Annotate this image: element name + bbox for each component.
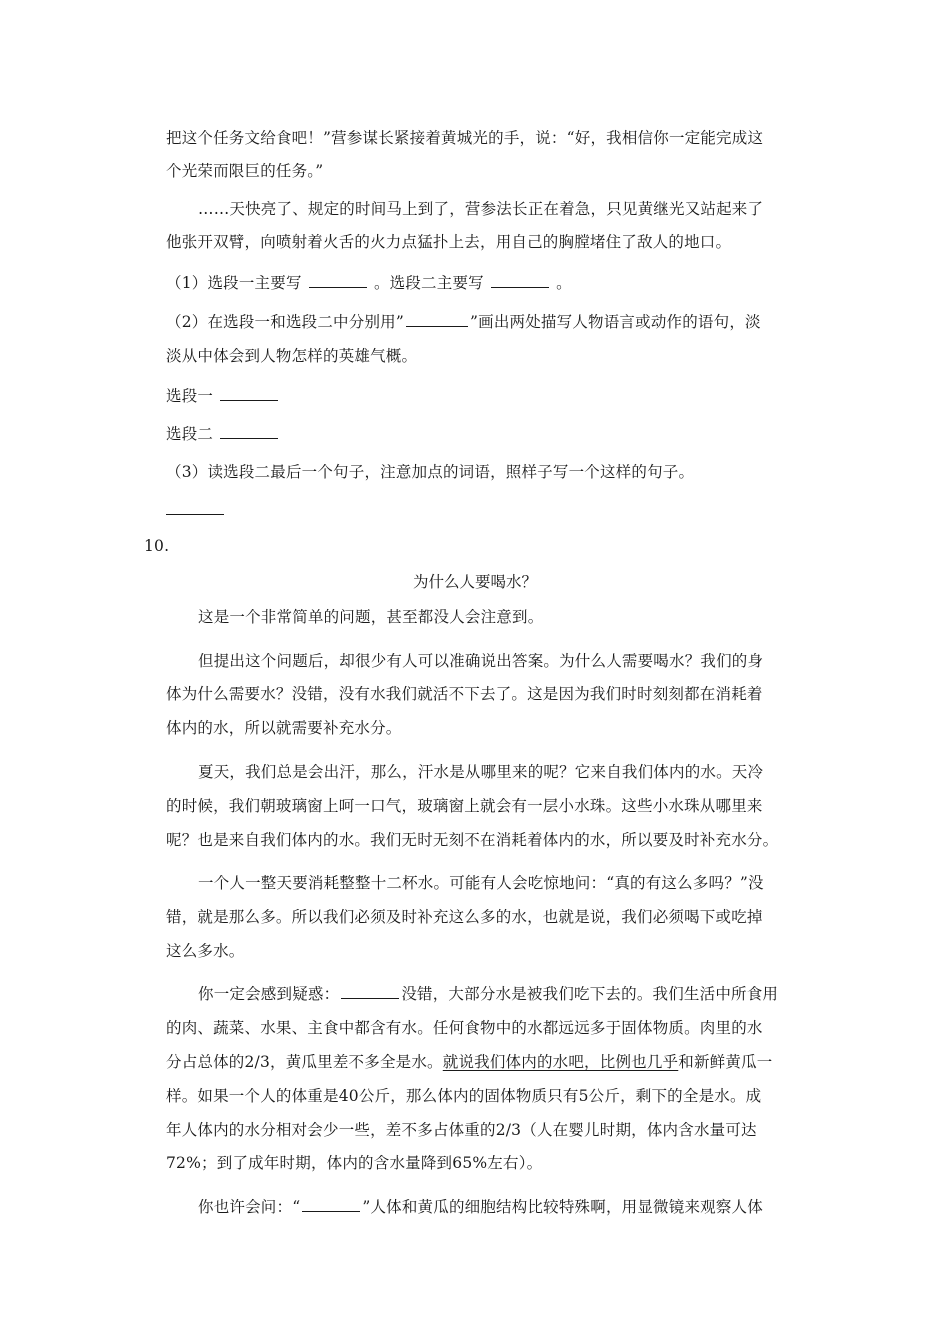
paragraph-4-line-2: 错，就是那么多。所以我们必须及时补充这么多的水，也就是说，我们必须喝下或吃掉 <box>166 908 763 926</box>
paragraph-3-line-2: 的时候，我们朝玻璃窗上呵一口气，玻璃窗上就会有一层小水珠。这些小水珠从哪里来 <box>166 797 763 815</box>
answer-blank[interactable] <box>220 386 278 401</box>
q9-line-2: 个光荣而限巨的任务。” <box>166 162 324 180</box>
q9-excerpt-1-label: 选段一 <box>166 387 214 405</box>
q9-sub-2-cont: 淡从中体会到人物怎样的英雄气概。 <box>166 347 418 365</box>
paragraph-1: 这是一个非常简单的问题，甚至都没人会注意到。 <box>198 608 544 626</box>
q9-line-4: 他张开双臂，向喷射着火舌的火力点猛扑上去，用自己的胸膛堵住了敌人的地口。 <box>166 233 732 251</box>
answer-blank[interactable] <box>302 1197 360 1212</box>
q9-sub-1 <box>166 273 572 293</box>
paragraph-2-line-3: 体内的水，所以就需要补充水分。 <box>166 719 402 737</box>
paragraph-5-text-a: 你一定会感到疑惑： <box>198 985 340 1003</box>
q9-sub-1-text-b: 。选段二主要写 <box>373 274 484 292</box>
paragraph-3-line-3: 呢？也是来自我们体内的水。我们无时无刻不在消耗着体内的水，所以要及时补充水分。 <box>166 831 779 849</box>
underlined-sentence: 就说我们体内的水吧，比例也几乎 <box>442 1053 679 1071</box>
q9-sub-2 <box>166 312 761 332</box>
article-title: 为什么人要喝水？ <box>412 573 537 591</box>
paragraph-5-line-6: 72%；到了成年时期，体内的含水量降到65%左右）。 <box>166 1154 543 1172</box>
q9-excerpt-2 <box>166 424 280 444</box>
paragraph-5-text-c: 分占总体的2/3，黄瓜里差不多全是水。 <box>166 1053 443 1071</box>
paragraph-4-line-3: 这么多水。 <box>166 942 245 960</box>
paragraph-2-line-2: 体为什么需要水？没错，没有水我们就活不下去了。这是因为我们时时刻刻都在消耗着 <box>166 685 763 703</box>
question-number: 10. <box>144 537 170 555</box>
paragraph-5-line-5: 年人体内的水分相对会少一些，差不多占体重的2/3（人在婴儿时期，体内含水量可达 <box>166 1121 757 1139</box>
paragraph-5-line-2: 的肉、蔬菜、水果、主食中都含有水。任何食物中的水都远远多于固体物质。肉里的水 <box>166 1019 763 1037</box>
paragraph-6-line-1 <box>198 1197 763 1217</box>
answer-blank[interactable] <box>220 424 278 439</box>
q9-line-3: ……天快亮了、规定的时间马上到了，营参法长正在着急，只见黄继光又站起来了 <box>198 200 764 218</box>
q9-sub-2-text-a: （2）在选段一和选段二中分别用” <box>166 313 404 331</box>
paragraph-5-text-d: 和新鲜黄瓜一 <box>678 1053 773 1071</box>
q9-excerpt-2-label: 选段二 <box>166 425 214 443</box>
q9-sub-1-text-a: （1）选段一主要写 <box>166 274 302 292</box>
paragraph-5-line-4: 样。如果一个人的体重是40公斤，那么体内的固体物质只有5公斤，剩下的全是水。成 <box>166 1087 762 1105</box>
answer-blank[interactable] <box>406 312 468 327</box>
q9-sub-2-text-b: ”画出两处描写人物语言或动作的语句，淡 <box>470 313 761 331</box>
answer-blank[interactable] <box>166 514 224 515</box>
q9-sub-3: （3）读选段二最后一个句子，注意加点的词语，照样子写一个这样的句子。 <box>166 463 695 481</box>
paragraph-6-text-a: 你也许会问：“ <box>198 1198 301 1216</box>
q9-excerpt-1 <box>166 386 280 406</box>
q9-sub-1-text-c: 。 <box>556 274 572 292</box>
paragraph-4-line-1: 一个人一整天要消耗整整十二杯水。可能有人会吃惊地问：“真的有这么多吗？”没 <box>198 874 764 892</box>
paragraph-5-text-b: 没错，大部分水是被我们吃下去的。我们生活中所食用 <box>401 985 779 1003</box>
paragraph-6-text-b: ”人体和黄瓜的细胞结构比较特殊啊，用显微镜来观察人体 <box>362 1198 763 1216</box>
paragraph-5-line-1 <box>198 984 778 1004</box>
answer-blank[interactable] <box>341 984 399 999</box>
q9-line-1: 把这个任务文给食吧！”营参谋长紧接着黄城光的手，说：“好，我相信你一定能完成这 <box>166 129 764 147</box>
paragraph-2-line-1: 但提出这个问题后，却很少有人可以准确说出答案。为什么人需要喝水？我们的身 <box>198 652 764 670</box>
paragraph-5-line-3 <box>166 1052 772 1072</box>
paragraph-3-line-1: 夏天，我们总是会出汗，那么，汗水是从哪里来的呢？它来自我们体内的水。天冷 <box>198 763 764 781</box>
answer-blank[interactable] <box>309 273 367 288</box>
answer-blank[interactable] <box>491 273 549 288</box>
